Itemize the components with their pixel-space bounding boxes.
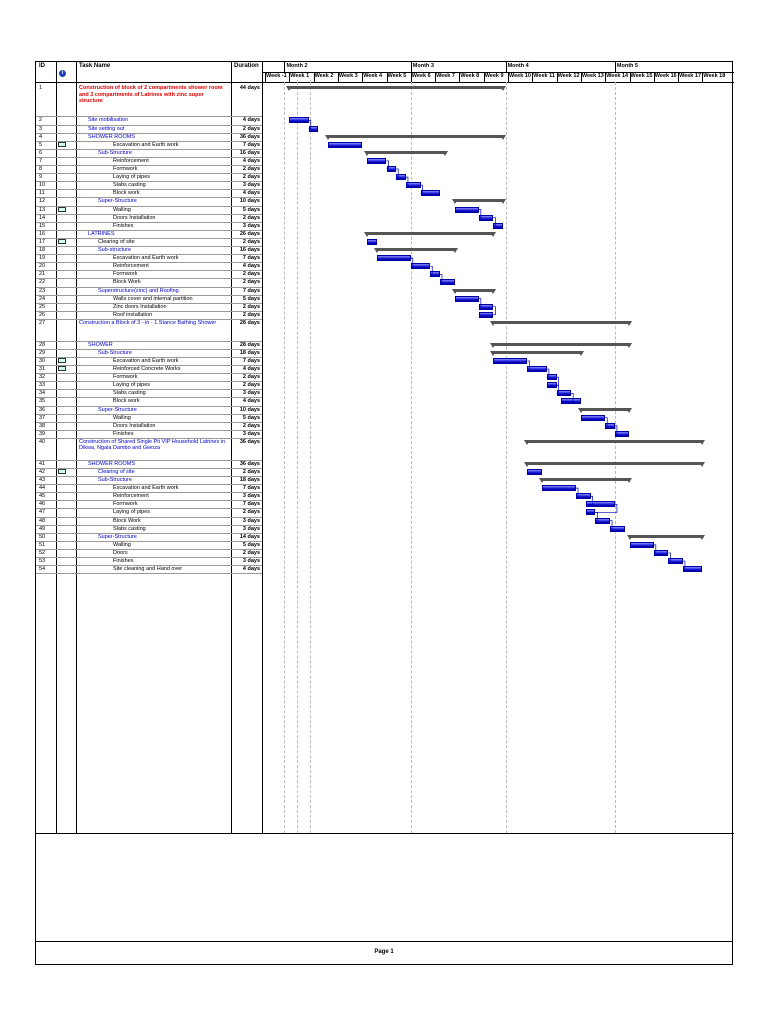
row-divider bbox=[36, 573, 262, 574]
task-id[interactable]: 28 bbox=[39, 341, 46, 348]
task-duration[interactable]: 4 days bbox=[242, 190, 260, 197]
task-id[interactable]: 36 bbox=[39, 406, 46, 413]
task-name[interactable]: Formwork bbox=[113, 501, 138, 508]
week-label: Week 1 bbox=[290, 73, 310, 79]
column-divider bbox=[56, 62, 57, 833]
week-label: Week 5 bbox=[387, 73, 407, 79]
task-duration[interactable]: 3 days bbox=[242, 430, 260, 437]
id-column-header[interactable]: ID bbox=[39, 63, 45, 69]
task-id[interactable]: 27 bbox=[39, 319, 46, 326]
task-bar[interactable] bbox=[586, 509, 596, 515]
task-name[interactable]: SHOWER bbox=[88, 341, 113, 348]
task-name[interactable]: Formwork bbox=[113, 374, 138, 381]
task-bar[interactable] bbox=[576, 493, 591, 499]
task-bar[interactable] bbox=[289, 117, 308, 123]
week-divider bbox=[678, 72, 679, 82]
task-duration[interactable]: 36 days bbox=[239, 133, 260, 140]
task-id[interactable]: 26 bbox=[39, 311, 46, 318]
task-bar[interactable] bbox=[542, 485, 576, 491]
task-bar[interactable] bbox=[387, 166, 397, 172]
task-bar[interactable] bbox=[421, 190, 440, 196]
summary-bar[interactable] bbox=[289, 86, 503, 89]
task-id[interactable]: 40 bbox=[39, 438, 46, 445]
summary-bar[interactable] bbox=[367, 151, 445, 154]
task-bar[interactable] bbox=[683, 566, 702, 572]
week-label: Week 12 bbox=[557, 73, 580, 79]
task-duration[interactable]: 3 days bbox=[242, 558, 260, 565]
task-name[interactable]: Construction a Block of 3 - in - 1 Stance Bathing Shower bbox=[79, 319, 217, 326]
task-bar[interactable] bbox=[328, 142, 362, 148]
task-name[interactable]: Super-Structure bbox=[98, 406, 137, 413]
summary-bar[interactable] bbox=[581, 408, 630, 411]
task-duration[interactable]: 7 days bbox=[242, 485, 260, 492]
task-id[interactable]: 41 bbox=[39, 460, 46, 467]
task-name[interactable]: Slabs casting bbox=[113, 182, 146, 189]
task-duration[interactable]: 2 days bbox=[242, 166, 260, 172]
task-name[interactable]: Site cleaning and Hand over bbox=[113, 566, 183, 573]
task-bar[interactable] bbox=[615, 431, 630, 437]
task-duration[interactable]: 3 days bbox=[242, 222, 260, 229]
task-name[interactable]: Site mobilisation bbox=[88, 117, 129, 124]
month-divider bbox=[284, 62, 285, 72]
task-name[interactable]: Walls cover and internal partition bbox=[113, 295, 193, 302]
summary-bar[interactable] bbox=[493, 343, 629, 346]
task-bar[interactable] bbox=[595, 518, 610, 524]
task-id[interactable]: 51 bbox=[39, 541, 46, 548]
task-duration[interactable]: 16 days bbox=[239, 149, 260, 156]
task-bar[interactable] bbox=[493, 223, 503, 229]
task-name[interactable]: Excavation and Earth work bbox=[113, 485, 179, 492]
task-id[interactable]: 2 bbox=[39, 117, 43, 124]
week-label: Week 3 bbox=[338, 73, 358, 79]
task-bar[interactable] bbox=[367, 158, 386, 164]
task-id[interactable]: 35 bbox=[39, 398, 46, 405]
task-id[interactable]: 33 bbox=[39, 382, 46, 389]
task-id[interactable]: 54 bbox=[39, 566, 46, 573]
summary-bar[interactable] bbox=[367, 232, 493, 235]
task-duration[interactable]: 2 days bbox=[242, 214, 260, 221]
week-divider bbox=[435, 72, 436, 82]
task-name[interactable]: Finishes bbox=[113, 430, 134, 437]
task-name[interactable]: SHOWER ROOMS bbox=[88, 133, 136, 140]
week-label: Week 11 bbox=[533, 73, 555, 79]
task-bar[interactable] bbox=[367, 239, 377, 245]
task-name[interactable]: Reinforcement bbox=[113, 263, 149, 270]
month-divider bbox=[615, 62, 616, 72]
task-duration[interactable]: 18 days bbox=[239, 349, 260, 356]
task-name[interactable]: Formwork bbox=[113, 166, 138, 172]
task-name[interactable]: Reinforcement bbox=[113, 493, 149, 500]
summary-bar[interactable] bbox=[542, 478, 629, 481]
summary-bar[interactable] bbox=[377, 248, 455, 251]
task-id[interactable]: 19 bbox=[39, 255, 46, 262]
task-duration[interactable]: 2 days bbox=[242, 422, 260, 429]
week-label: Week 16 bbox=[654, 73, 677, 79]
summary-bar[interactable] bbox=[455, 199, 504, 202]
task-name[interactable]: Doors bbox=[113, 549, 128, 556]
task-duration[interactable]: 4 days bbox=[242, 366, 260, 373]
task-name[interactable]: Reinforcement bbox=[113, 157, 149, 164]
task-id[interactable]: 34 bbox=[39, 390, 46, 397]
task-duration[interactable]: 2 days bbox=[242, 374, 260, 381]
task-duration[interactable]: 2 days bbox=[242, 174, 260, 181]
week-label: Week 8 bbox=[460, 73, 480, 79]
summary-bar[interactable] bbox=[527, 440, 702, 443]
week-divider bbox=[581, 72, 582, 82]
task-duration[interactable]: 2 days bbox=[242, 303, 260, 310]
task-duration[interactable]: 7 days bbox=[242, 255, 260, 262]
task-bar[interactable] bbox=[547, 374, 557, 380]
week-label: Week 6 bbox=[411, 73, 431, 79]
task-bar[interactable] bbox=[406, 182, 421, 188]
summary-bar[interactable] bbox=[328, 135, 503, 138]
task-name[interactable]: Excavation and Earth work bbox=[113, 141, 179, 148]
task-duration[interactable]: 2 days bbox=[242, 125, 260, 132]
week-label: Week 17 bbox=[679, 73, 702, 79]
task-id[interactable]: 3 bbox=[39, 125, 43, 132]
task-duration[interactable]: 3 days bbox=[242, 182, 260, 189]
task-name[interactable]: Slabs casting bbox=[113, 390, 146, 397]
task-id[interactable]: 52 bbox=[39, 549, 46, 556]
summary-bar[interactable] bbox=[493, 321, 629, 324]
task-id[interactable]: 50 bbox=[39, 533, 46, 540]
task-duration[interactable]: 5 days bbox=[242, 206, 260, 213]
task-duration[interactable]: 36 days bbox=[239, 460, 260, 467]
week-divider bbox=[605, 72, 606, 82]
task-bar[interactable] bbox=[430, 271, 440, 277]
week-divider bbox=[508, 72, 509, 82]
task-name[interactable]: Block Work bbox=[113, 279, 141, 286]
calendar-indicator-icon bbox=[58, 469, 66, 474]
task-name[interactable]: Walling bbox=[113, 414, 131, 421]
task-duration[interactable]: 5 days bbox=[242, 541, 260, 548]
task-bar[interactable] bbox=[581, 415, 605, 421]
task-name[interactable]: LATRINES bbox=[88, 230, 115, 237]
task-name[interactable]: Block Work bbox=[113, 517, 141, 524]
task-duration[interactable]: 2 days bbox=[242, 271, 260, 278]
task-name[interactable]: Laying of pipes bbox=[113, 382, 150, 389]
week-label: Week 15 bbox=[630, 73, 653, 79]
task-name[interactable]: Sub-Structure bbox=[98, 149, 132, 156]
duration-column-header[interactable]: Duration bbox=[234, 63, 259, 69]
task-bar[interactable] bbox=[479, 215, 494, 221]
task-duration[interactable]: 5 days bbox=[242, 414, 260, 421]
week-divider bbox=[387, 72, 388, 82]
task-id[interactable]: 6 bbox=[39, 149, 43, 156]
task-id[interactable]: 20 bbox=[39, 263, 46, 270]
task-id[interactable]: 4 bbox=[39, 133, 43, 140]
calendar-indicator-icon bbox=[58, 142, 66, 147]
task-id[interactable]: 16 bbox=[39, 230, 46, 237]
task-name[interactable]: Slabs casting bbox=[113, 525, 146, 532]
task-id[interactable]: 38 bbox=[39, 422, 46, 429]
task-name[interactable]: Excavation and Earth work bbox=[113, 357, 179, 364]
task-name[interactable]: Clearing of site bbox=[98, 238, 135, 245]
task-name[interactable]: Sub-structure bbox=[98, 247, 132, 253]
task-bar[interactable] bbox=[309, 126, 319, 132]
task-id[interactable]: 5 bbox=[39, 141, 43, 148]
task-duration[interactable]: 4 days bbox=[242, 263, 260, 270]
task-bar[interactable] bbox=[527, 366, 546, 372]
task-id[interactable]: 21 bbox=[39, 271, 46, 278]
task-id[interactable]: 42 bbox=[39, 468, 46, 475]
task-name[interactable]: Reinforced Concrete Works bbox=[113, 366, 181, 373]
summary-bar[interactable] bbox=[630, 535, 703, 538]
task-duration[interactable]: 2 days bbox=[242, 509, 260, 516]
task-duration[interactable]: 2 days bbox=[242, 311, 260, 318]
task-bar[interactable] bbox=[654, 550, 669, 556]
task-bar[interactable] bbox=[479, 312, 494, 318]
task-name[interactable]: Sub-Structure bbox=[98, 349, 132, 356]
task-duration[interactable]: 10 days bbox=[239, 198, 260, 205]
task-name[interactable]: SHOWER ROOMS bbox=[88, 460, 136, 467]
task-name[interactable]: Construction of Shared Single Pit VIP Household Latrines in Dikwa, Ngala Dambo and Gwoza bbox=[79, 438, 226, 452]
task-duration[interactable]: 44 days bbox=[239, 85, 260, 91]
task-id[interactable]: 7 bbox=[39, 157, 43, 164]
column-divider bbox=[76, 62, 77, 833]
task-duration[interactable]: 7 days bbox=[242, 141, 260, 148]
task-bar[interactable] bbox=[527, 469, 542, 475]
summary-bar[interactable] bbox=[493, 351, 580, 354]
task-bar[interactable] bbox=[547, 382, 557, 388]
task-id[interactable]: 45 bbox=[39, 493, 46, 500]
week-divider bbox=[411, 72, 412, 82]
week-divider bbox=[557, 72, 558, 82]
table-bottom-border bbox=[36, 833, 734, 834]
task-id[interactable]: 14 bbox=[39, 214, 46, 221]
task-duration[interactable]: 2 days bbox=[242, 382, 260, 389]
task-name[interactable]: Super-Structure bbox=[98, 198, 137, 205]
week-label: Week 10 bbox=[509, 73, 531, 79]
week-divider bbox=[654, 72, 655, 82]
task-id[interactable]: 32 bbox=[39, 374, 46, 381]
task-duration[interactable]: 28 days bbox=[239, 341, 260, 348]
task-id[interactable]: 44 bbox=[39, 485, 46, 492]
task-duration[interactable]: 2 days bbox=[242, 279, 260, 286]
task-name[interactable]: Walling bbox=[113, 206, 131, 213]
task-bar[interactable] bbox=[396, 174, 406, 180]
task-duration[interactable]: 26 days bbox=[239, 230, 260, 237]
week-divider bbox=[314, 72, 315, 82]
task-duration[interactable]: 18 days bbox=[239, 477, 260, 484]
task-id[interactable]: 1 bbox=[39, 85, 43, 91]
month-gridline bbox=[284, 82, 285, 833]
task-id[interactable]: 22 bbox=[39, 279, 46, 286]
task-duration[interactable]: 7 days bbox=[242, 357, 260, 364]
task-name[interactable]: Laying of pipes bbox=[113, 174, 150, 181]
week-gridline bbox=[310, 82, 311, 833]
task-duration[interactable]: 4 days bbox=[242, 157, 260, 164]
task-bar[interactable] bbox=[493, 358, 527, 364]
info-icon: i bbox=[59, 70, 66, 77]
task-id[interactable]: 47 bbox=[39, 509, 46, 516]
task-id[interactable]: 39 bbox=[39, 430, 46, 437]
task-id[interactable]: 29 bbox=[39, 349, 46, 356]
task-name[interactable]: Site setting out bbox=[88, 125, 125, 132]
week-label: Week 2 bbox=[314, 73, 334, 79]
task-duration[interactable]: 3 days bbox=[242, 493, 260, 500]
task-id[interactable]: 43 bbox=[39, 477, 46, 484]
task-duration[interactable]: 2 days bbox=[242, 468, 260, 475]
month-divider bbox=[411, 62, 412, 72]
task-bar[interactable] bbox=[668, 558, 683, 564]
gantt-sheet bbox=[35, 61, 733, 965]
month-divider bbox=[506, 62, 507, 72]
week-divider bbox=[459, 72, 460, 82]
month-gridline bbox=[615, 82, 616, 833]
task-duration[interactable]: 3 days bbox=[242, 390, 260, 397]
week-label: Week 13 bbox=[581, 73, 604, 79]
week-divider bbox=[484, 72, 485, 82]
task-bar[interactable] bbox=[586, 501, 615, 507]
task-duration[interactable]: 10 days bbox=[239, 406, 260, 413]
task-name-column-header[interactable]: Task Name bbox=[79, 63, 111, 69]
month-label: Month 2 bbox=[286, 63, 308, 69]
task-name[interactable]: Super-Structure bbox=[98, 533, 137, 540]
month-label: Month 5 bbox=[616, 63, 638, 69]
week-label: Week 4 bbox=[363, 73, 383, 79]
task-bar[interactable] bbox=[377, 255, 411, 261]
task-name[interactable]: Zinc doors Installation bbox=[113, 303, 167, 310]
calendar-indicator-icon bbox=[58, 207, 66, 212]
task-name[interactable]: Finishes bbox=[113, 558, 134, 565]
calendar-indicator-icon bbox=[58, 358, 66, 363]
task-name[interactable]: Block work bbox=[113, 190, 140, 197]
task-id[interactable]: 13 bbox=[39, 206, 46, 213]
task-id[interactable]: 23 bbox=[39, 287, 46, 294]
task-duration[interactable]: 36 days bbox=[239, 438, 260, 445]
summary-bar[interactable] bbox=[455, 289, 494, 292]
task-bar[interactable] bbox=[610, 526, 625, 532]
task-name[interactable]: Doors Installation bbox=[113, 422, 156, 429]
task-name[interactable]: Excavation and Earth work bbox=[113, 255, 179, 262]
task-name[interactable]: Formwork bbox=[113, 271, 138, 278]
task-name[interactable]: Doors Installation bbox=[113, 214, 156, 221]
week-label: Week 14 bbox=[606, 73, 629, 79]
task-duration[interactable]: 16 days bbox=[239, 247, 260, 253]
task-id[interactable]: 18 bbox=[39, 247, 46, 253]
month-gridline bbox=[506, 82, 507, 833]
task-name[interactable]: Finishes bbox=[113, 222, 134, 229]
calendar-indicator-icon bbox=[58, 239, 66, 244]
week-divider bbox=[702, 72, 703, 82]
task-id[interactable]: 12 bbox=[39, 198, 46, 205]
week-label: Week -1 bbox=[266, 73, 287, 79]
task-id[interactable]: 9 bbox=[39, 174, 43, 181]
task-id[interactable]: 8 bbox=[39, 166, 43, 172]
calendar-indicator-icon bbox=[58, 366, 66, 371]
task-duration[interactable]: 3 days bbox=[242, 525, 260, 532]
summary-bar[interactable] bbox=[527, 462, 702, 465]
task-bar[interactable] bbox=[561, 398, 580, 404]
task-duration[interactable]: 7 days bbox=[242, 287, 260, 294]
task-bar[interactable] bbox=[605, 423, 615, 429]
task-id[interactable]: 46 bbox=[39, 501, 46, 508]
task-id[interactable]: 15 bbox=[39, 222, 46, 229]
week-divider bbox=[532, 72, 533, 82]
task-duration[interactable]: 14 days bbox=[239, 533, 260, 540]
week-label: Week 18 bbox=[703, 73, 726, 79]
page-footer-divider bbox=[36, 941, 732, 942]
week-label: Week 9 bbox=[484, 73, 504, 79]
task-duration[interactable]: 2 days bbox=[242, 549, 260, 556]
task-id[interactable]: 10 bbox=[39, 182, 46, 189]
task-name[interactable]: Superstructure(zinc) and Roofing bbox=[98, 287, 179, 294]
task-id[interactable]: 17 bbox=[39, 238, 46, 245]
task-id[interactable]: 49 bbox=[39, 525, 46, 532]
task-bar[interactable] bbox=[479, 304, 494, 310]
task-id[interactable]: 31 bbox=[39, 366, 46, 373]
month-label: Month 3 bbox=[412, 63, 434, 69]
week-divider bbox=[338, 72, 339, 82]
task-duration[interactable]: 4 days bbox=[242, 117, 260, 124]
page-number: Page 1 bbox=[374, 949, 394, 955]
week-divider bbox=[265, 72, 266, 82]
task-id[interactable]: 30 bbox=[39, 357, 46, 364]
task-name[interactable]: Clearing of site bbox=[98, 468, 135, 475]
task-id[interactable]: 25 bbox=[39, 303, 46, 310]
task-duration[interactable]: 28 days bbox=[239, 319, 260, 326]
task-duration[interactable]: 4 days bbox=[242, 566, 260, 573]
week-divider bbox=[362, 72, 363, 82]
task-id[interactable]: 24 bbox=[39, 295, 46, 302]
month-label: Month 4 bbox=[507, 63, 529, 69]
task-name[interactable]: Sub-Structure bbox=[98, 477, 132, 484]
column-divider bbox=[262, 62, 263, 833]
task-duration[interactable]: 3 days bbox=[242, 517, 260, 524]
task-duration[interactable]: 5 days bbox=[242, 295, 260, 302]
task-duration[interactable]: 4 days bbox=[242, 398, 260, 405]
task-bar[interactable] bbox=[455, 296, 479, 302]
task-id[interactable]: 37 bbox=[39, 414, 46, 421]
task-bar[interactable] bbox=[455, 207, 479, 213]
week-gridline bbox=[297, 82, 298, 833]
month-gridline bbox=[411, 82, 412, 833]
task-id[interactable]: 53 bbox=[39, 558, 46, 565]
task-duration[interactable]: 7 days bbox=[242, 501, 260, 508]
task-name[interactable]: Laying of pipes bbox=[113, 509, 150, 516]
task-duration[interactable]: 2 days bbox=[242, 238, 260, 245]
task-bar[interactable] bbox=[557, 390, 572, 396]
task-name[interactable]: Construction of block of 2 compartments shower room and 3 compartments of Latrines with zinc super structure bbox=[79, 85, 223, 104]
week-label: Week 7 bbox=[436, 73, 455, 79]
task-name[interactable]: Block work bbox=[113, 398, 140, 405]
task-bar[interactable] bbox=[440, 279, 455, 285]
task-name[interactable]: Walling bbox=[113, 541, 131, 548]
week-divider bbox=[630, 72, 631, 82]
task-bar[interactable] bbox=[630, 542, 654, 548]
task-name[interactable]: Roof installation bbox=[113, 311, 153, 318]
task-bar[interactable] bbox=[411, 263, 430, 269]
task-id[interactable]: 11 bbox=[39, 190, 45, 197]
header-divider bbox=[36, 82, 734, 83]
week-divider bbox=[289, 72, 290, 82]
task-id[interactable]: 48 bbox=[39, 517, 46, 524]
